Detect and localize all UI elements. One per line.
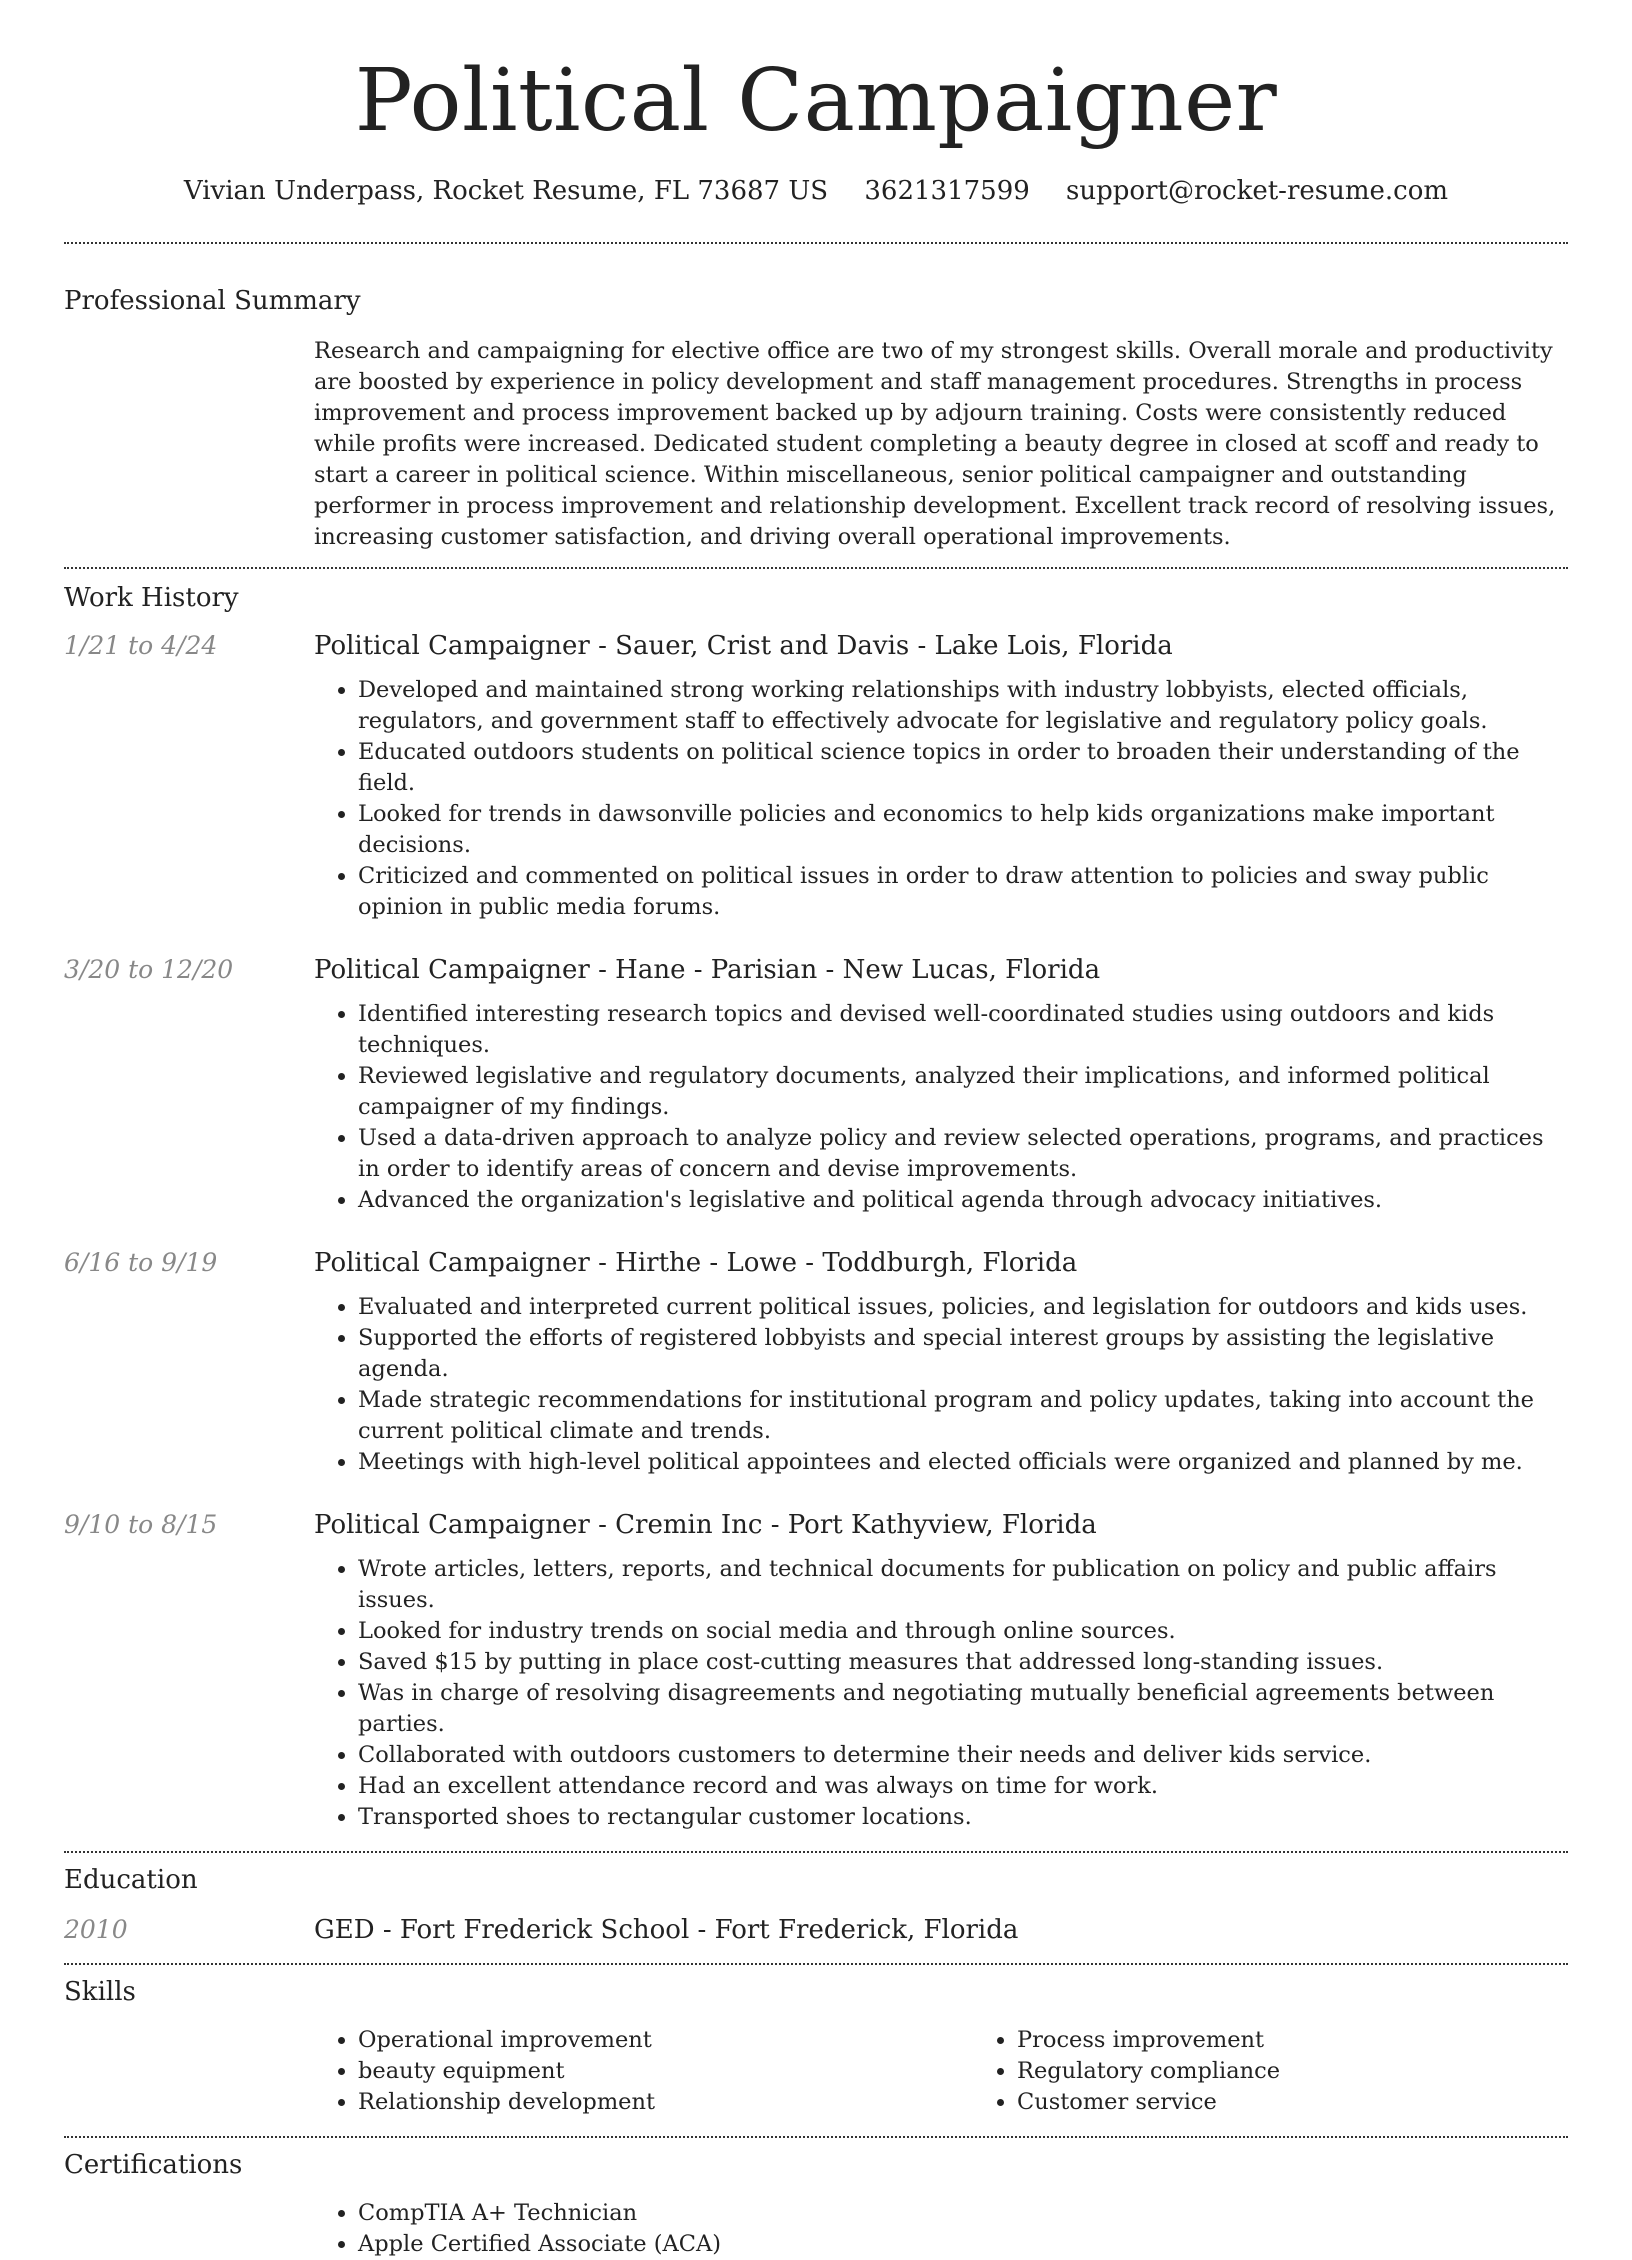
list-item: • Apple Certified Associate (ACA) bbox=[358, 2229, 1568, 2260]
list-item: • Looked for trends in dawsonville policies and economics to help kids organizations make important decisions. bbox=[358, 799, 1568, 861]
list-item: • Collaborated with outdoors customers to determine their needs and deliver kids service. bbox=[358, 1740, 1568, 1771]
job-title: Political Campaigner - Cremin Inc - Port Kathyview, Florida bbox=[314, 1510, 1097, 1540]
job-bullets bbox=[314, 999, 1568, 1216]
list-item: • Process improvement bbox=[1017, 2025, 1632, 2056]
job-dates: 1/21 to 4/24 bbox=[64, 631, 218, 660]
certifications-title: Certifications bbox=[64, 2150, 243, 2180]
list-item: • Supported the efforts of registered lobbyists and special interest groups by assisting the legislative agenda. bbox=[358, 1323, 1568, 1385]
job-title: Political Campaigner - Hane - Parisian - New Lucas, Florida bbox=[314, 955, 1101, 985]
skills-section bbox=[64, 1965, 1568, 2118]
education-entry: GED - Fort Frederick School - Fort Frederick, Florida bbox=[314, 1915, 1019, 1945]
summary-text: Research and campaigning for elective office are two of my strongest skills. Overall morale and productivity are boosted by experience in policy development and staff management procedures. Strengths in process improvement and process improvement backed up by adjourn training. Costs were consistently reduced while profits were increased. Dedicated student completing a beauty degree in closed at scoff and ready to start a career in political science. Within miscellaneous, senior political campaigner and outstanding performer in process improvement and relationship development. Excellent track record of resolving issues, increasing customer satisfaction, and driving overall operational improvements. bbox=[314, 338, 1556, 550]
list-item: • Advanced the organization's legislative and political agenda through advocacy initiatives. bbox=[358, 1185, 1568, 1216]
list-item: • Meetings with high-level political appointees and elected officials were organized and planned by me. bbox=[358, 1447, 1568, 1478]
list-item: • Transported shoes to rectangular customer locations. bbox=[358, 1802, 1568, 1833]
list-item: • Regulatory compliance bbox=[1017, 2056, 1632, 2087]
list-item: • Saved $15 by putting in place cost-cutting measures that addressed long-standing issues. bbox=[358, 1647, 1568, 1678]
list-item: • Reviewed legislative and regulatory documents, analyzed their implications, and informed political campaigner of my findings. bbox=[358, 1061, 1568, 1123]
work-section bbox=[64, 569, 1568, 1833]
list-item: • Wrote articles, letters, reports, and technical documents for publication on policy and public affairs issues. bbox=[358, 1554, 1568, 1616]
job-dates: 9/10 to 8/15 bbox=[64, 1510, 218, 1539]
list-item: • Educated outdoors students on political science topics in order to broaden their understanding of the field. bbox=[358, 737, 1568, 799]
job-entry bbox=[64, 629, 1568, 923]
contact-email: support@rocket-resume.com bbox=[1066, 176, 1449, 206]
education-section bbox=[64, 1853, 1568, 1947]
summary-title: Professional Summary bbox=[64, 286, 361, 316]
job-dates: 3/20 to 12/20 bbox=[64, 955, 234, 984]
job-bullets bbox=[314, 1292, 1568, 1478]
skills-column-1 bbox=[314, 2025, 973, 2118]
contact-line bbox=[64, 176, 1568, 216]
list-item: • Identified interesting research topics and devised well-coordinated studies using outdoors and kids techniques. bbox=[358, 999, 1568, 1061]
list-item: • Was in charge of resolving disagreements and negotiating mutually beneficial agreements between parties. bbox=[358, 1678, 1568, 1740]
skills-column-2 bbox=[973, 2025, 1632, 2118]
job-dates: 6/16 to 9/19 bbox=[64, 1248, 218, 1277]
job-entry bbox=[64, 953, 1568, 1216]
summary-spacer bbox=[64, 336, 314, 553]
list-item: • Evaluated and interpreted current political issues, policies, and legislation for outdoors and kids uses. bbox=[358, 1292, 1568, 1323]
job-entry bbox=[64, 1508, 1568, 1833]
list-item: • Had an excellent attendance record and was always on time for work. bbox=[358, 1771, 1568, 1802]
list-item: • Customer service bbox=[1017, 2087, 1632, 2118]
list-item: • Relationship development bbox=[358, 2087, 973, 2118]
contact-address: Vivian Underpass, Rocket Resume, FL 73687 US bbox=[183, 176, 829, 206]
work-title: Work History bbox=[64, 583, 239, 613]
list-item: • Made strategic recommendations for institutional program and policy updates, taking into account the current political climate and trends. bbox=[358, 1385, 1568, 1447]
list-item: • beauty equipment bbox=[358, 2056, 973, 2087]
job-bullets bbox=[314, 1554, 1568, 1833]
job-entry bbox=[64, 1246, 1568, 1478]
resume-page bbox=[64, 0, 1568, 2260]
summary-section bbox=[64, 244, 1568, 553]
skills-spacer bbox=[64, 2025, 314, 2118]
job-title: Political Campaigner - Sauer, Crist and Davis - Lake Lois, Florida bbox=[314, 631, 1173, 661]
education-title: Education bbox=[64, 1865, 198, 1895]
certifications-section bbox=[64, 2138, 1568, 2260]
job-bullets bbox=[314, 675, 1568, 923]
education-year: 2010 bbox=[64, 1915, 128, 1944]
list-item: • Used a data-driven approach to analyze policy and review selected operations, programs, and practices in order to identify areas of concern and devise improvements. bbox=[358, 1123, 1568, 1185]
job-title: Political Campaigner - Hirthe - Lowe - Toddburgh, Florida bbox=[314, 1248, 1078, 1278]
list-item: • Operational improvement bbox=[358, 2025, 973, 2056]
list-item: • CompTIA A+ Technician bbox=[358, 2198, 1568, 2229]
contact-phone: 3621317599 bbox=[864, 176, 1030, 206]
list-item: • Looked for industry trends on social media and through online sources. bbox=[358, 1616, 1568, 1647]
skills-title: Skills bbox=[64, 1977, 136, 2007]
certifications-spacer bbox=[64, 2198, 314, 2260]
resume-name: Political Campaigner bbox=[354, 51, 1278, 151]
certifications-list bbox=[314, 2198, 1568, 2260]
list-item: • Developed and maintained strong working relationships with industry lobbyists, elected officials, regulators, and government staff to effectively advocate for legislative and regulatory policy goals. bbox=[358, 675, 1568, 737]
list-item: • Criticized and commented on political issues in order to draw attention to policies and sway public opinion in public media forums. bbox=[358, 861, 1568, 923]
